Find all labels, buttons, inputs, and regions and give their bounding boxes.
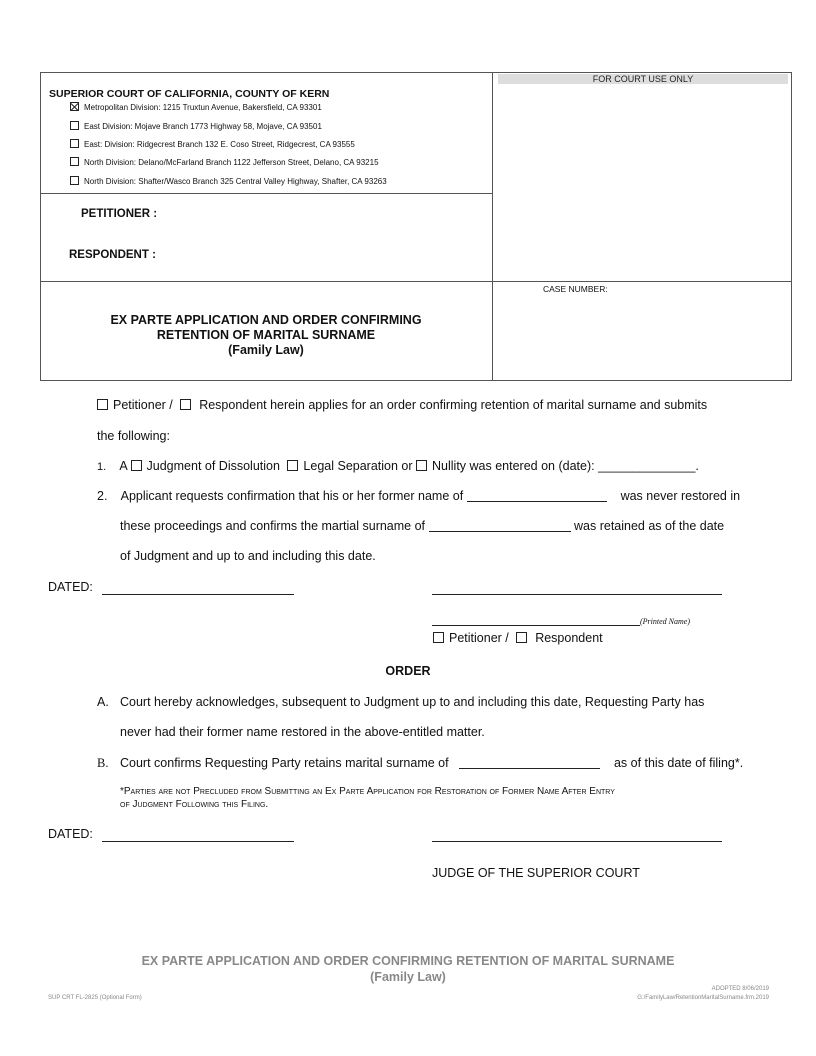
order-text: Court hereby acknowledges, subsequent to Judgment up to and including this date, Requesting Party has [120,695,705,709]
court-name: SUPERIOR COURT OF CALIFORNIA, COUNTY OF KERN [49,88,330,100]
division-option[interactable] [70,176,387,186]
separation-label: Legal Separation or [303,459,413,473]
item-2 [97,489,740,503]
petitioner-label: PETITIONER : [81,208,158,220]
judgment-date-field[interactable]: Nullity was entered on (date): ______________. [432,459,699,473]
signer-respondent-checkbox[interactable] [516,632,527,643]
case-number-label: CASE NUMBER: [543,284,608,294]
judge-label: JUDGE OF THE SUPERIOR COURT [432,866,640,880]
title-line: EX PARTE APPLICATION AND ORDER CONFIRMING [110,313,422,327]
form-title [40,313,492,358]
division-label: North Division: Delano/McFarland Branch 1122 Jefferson Street, Delano, CA 93215 [84,158,379,167]
respondent-label: RESPONDENT : [69,249,156,261]
footer-title [0,953,816,985]
dated-label: DATED: [48,580,93,594]
item-text: was never restored in [620,489,741,503]
dissolution-label: Judgment of Dissolution [146,459,280,473]
order-surname-field[interactable] [459,756,600,769]
caption-divider [492,72,493,381]
item-text: these proceedings and confirms the martial surname of [120,519,426,533]
signature-line[interactable] [432,594,722,595]
former-name-field[interactable] [467,489,607,502]
order-item-label: B. [97,756,109,770]
dissolution-checkbox[interactable] [131,460,142,471]
item-1 [97,459,699,473]
caption-divider [40,193,492,194]
printed-name-field[interactable] [432,625,640,626]
footnote-line: of Judgment Following this Filing. [120,799,269,810]
marital-surname-field[interactable] [429,519,571,532]
file-path: G:/FamilyLaw/RetentionMaritalSurname.frm.2019 [637,995,769,1001]
signer-role [433,631,603,645]
item-number: 1. [97,461,107,473]
form-number: SUP CRT FL-2825 (Optional Form) [48,995,142,1001]
order-text: Court confirms Requesting Party retains marital surname of [120,756,449,770]
nullity-checkbox[interactable] [416,460,427,471]
printed-name-caption: (Printed Name) [640,617,690,626]
division-checkbox[interactable] [70,121,79,130]
division-option[interactable] [70,139,355,149]
item-text: A [119,459,128,473]
division-checkbox[interactable] [70,157,79,166]
division-checkbox[interactable] [70,139,79,148]
footnote [120,785,770,811]
item-text: Applicant requests confirmation that his or her former name of [120,489,464,503]
division-label: East Division: Mojave Branch 1773 Highway 58, Mojave, CA 93501 [84,122,322,131]
intro-text: the following: [97,429,170,443]
dated-label: DATED: [48,827,93,841]
separation-checkbox[interactable] [287,460,298,471]
division-checkbox[interactable] [70,176,79,185]
division-checkbox[interactable] [70,102,79,111]
petitioner-option-label: Petitioner / [113,398,173,412]
adopted-date: ADOPTED 8/06/2019 [711,986,769,992]
footnote-line: *Parties are not Precluded from Submitting an Ex Parte Application for Restoration of Former Name After Entry [120,786,615,797]
footer-title-line: (Family Law) [370,970,446,984]
order-text: never had their former name restored in the above-entitled matter. [120,725,485,739]
petitioner-checkbox[interactable] [97,399,108,410]
item-text: was retained as of the date [574,519,725,533]
division-option[interactable] [70,102,322,112]
intro-text: herein applies for an order confirming retention of marital surname and submits [270,398,708,412]
division-option[interactable] [70,157,379,167]
order-item-label: A. [97,695,109,709]
respondent-option-label: Respondent [199,398,267,412]
division-label: North Division: Shafter/Wasco Branch 325 Central Valley Highway, Shafter, CA 93263 [84,177,387,186]
applicant-line [97,398,707,412]
title-line: RETENTION OF MARITAL SURNAME [156,328,376,342]
division-option[interactable] [70,121,322,131]
item-number: 2. [97,489,108,503]
judge-signature-line[interactable] [432,841,722,842]
order-date-field[interactable] [102,841,294,842]
signer-petitioner-checkbox[interactable] [433,632,444,643]
caption-divider [40,281,792,282]
respondent-option-label: Respondent [535,631,603,645]
division-label: Metropolitan Division: 1215 Truxtun Avenue, Bakersfield, CA 93301 [84,103,322,112]
division-label: East: Division: Ridgecrest Branch 132 E. Coso Street, Ridgecrest, CA 93555 [84,140,355,149]
item-2-continued [120,519,724,533]
item-text: of Judgment and up to and including this date. [120,549,376,563]
petitioner-option-label: Petitioner / [449,631,509,645]
order-text: as of this date of filing*. [613,756,744,770]
order-b [120,756,743,770]
respondent-checkbox[interactable] [180,399,191,410]
date-field[interactable] [102,594,294,595]
court-use-only-label: FOR COURT USE ONLY [498,74,788,84]
order-heading: ORDER [385,664,431,678]
footer-title-line: EX PARTE APPLICATION AND ORDER CONFIRMING RETENTION OF MARITAL SURNAME [141,954,675,968]
title-line: (Family Law) [228,343,304,357]
